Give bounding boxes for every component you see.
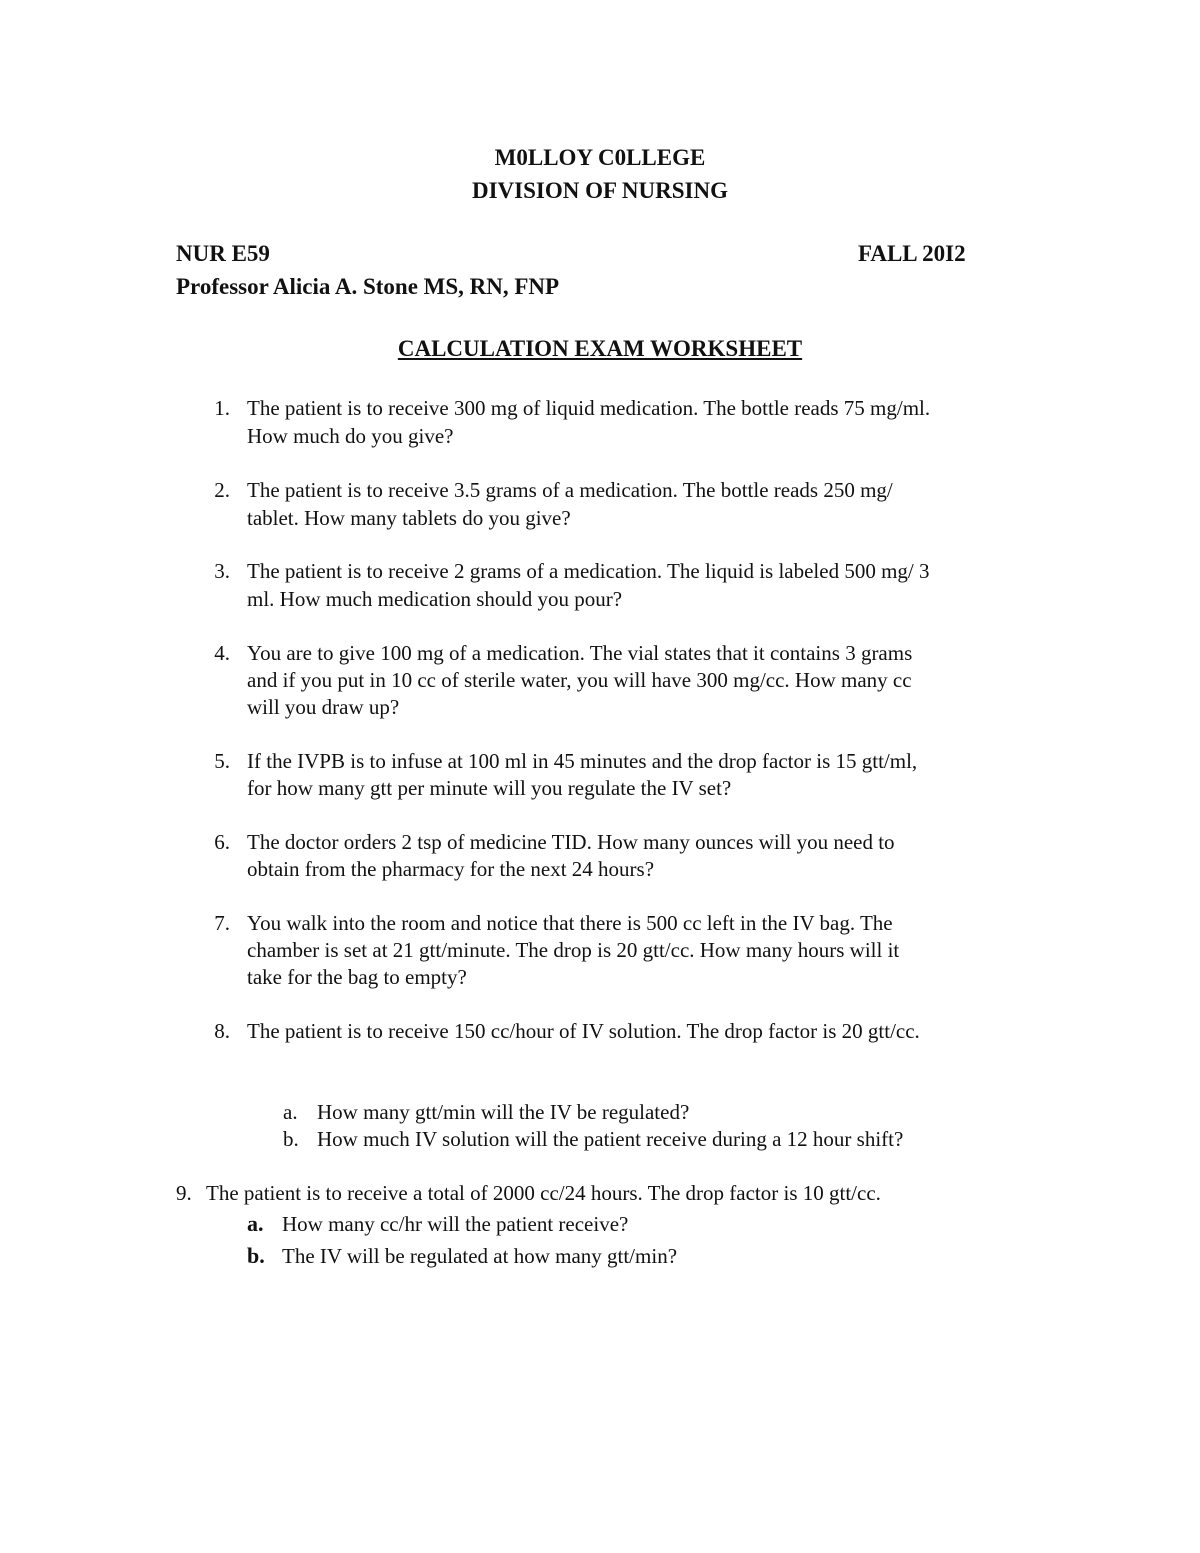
sub-question-marker: b.: [283, 1127, 299, 1151]
sub-question-text: How much IV solution will the patient receive during a 12 hour shift?: [317, 1127, 904, 1151]
question-text-line: ml. How much medication should you pour?: [247, 587, 623, 611]
question-number: 7.: [214, 911, 230, 935]
course-code: NUR E59: [176, 241, 270, 266]
question-text-line: chamber is set at 21 gtt/minute. The drop is 20 gtt/cc. How many hours will it: [247, 938, 900, 962]
question-number: 1.: [214, 396, 230, 420]
sub-question-text: How many gtt/min will the IV be regulated?: [317, 1100, 690, 1124]
question-text-line: tablet. How many tablets do you give?: [247, 506, 571, 530]
worksheet-title: CALCULATION EXAM WORKSHEET: [397, 336, 803, 361]
division-name: DIVISION OF NURSING: [471, 178, 729, 203]
question-text-line: The patient is to receive a total of 2000 cc/24 hours. The drop factor is 10 gtt/cc.: [206, 1181, 881, 1205]
question-text-line: If the IVPB is to infuse at 100 ml in 45 minutes and the drop factor is 15 gtt/ml,: [247, 749, 918, 773]
question-text-line: The patient is to receive 3.5 grams of a medication. The bottle reads 250 mg/: [247, 478, 893, 502]
college-name: M0LLOY C0LLEGE: [494, 145, 706, 170]
question-number: 8.: [214, 1019, 230, 1043]
question-text-line: You walk into the room and notice that there is 500 cc left in the IV bag. The: [247, 911, 893, 935]
question-text-line: obtain from the pharmacy for the next 24 hours?: [247, 857, 655, 881]
question-text-line: and if you put in 10 cc of sterile water, you will have 300 mg/cc. How many cc: [247, 668, 912, 692]
question-text-line: The patient is to receive 150 cc/hour of IV solution. The drop factor is 20 gtt/cc.: [247, 1019, 920, 1043]
sub-question-marker: a.: [247, 1211, 264, 1236]
question-number: 4.: [214, 641, 230, 665]
question-text-line: The patient is to receive 2 grams of a medication. The liquid is labeled 500 mg/ 3: [247, 559, 930, 583]
professor-name: Professor Alicia A. Stone MS, RN, FNP: [176, 274, 560, 299]
sub-question-marker: b.: [247, 1243, 265, 1268]
sub-question-marker: a.: [283, 1100, 298, 1124]
question-number: 2.: [214, 478, 230, 502]
question-text-line: The doctor orders 2 tsp of medicine TID. How many ounces will you need to: [247, 830, 895, 854]
question-number: 9.: [176, 1181, 192, 1205]
question-text-line: will you draw up?: [247, 695, 400, 719]
term-label: FALL 20I2: [858, 241, 966, 266]
question-text-line: for how many gtt per minute will you regulate the IV set?: [247, 776, 732, 800]
question-number: 3.: [214, 559, 230, 583]
question-text-line: take for the bag to empty?: [247, 965, 467, 989]
question-text-line: How much do you give?: [247, 424, 454, 448]
question-number: 5.: [214, 749, 230, 773]
question-text-line: The patient is to receive 300 mg of liquid medication. The bottle reads 75 mg/ml.: [247, 396, 931, 420]
question-text-line: You are to give 100 mg of a medication. The vial states that it contains 3 grams: [247, 641, 913, 665]
sub-question-text: How many cc/hr will the patient receive?: [282, 1212, 629, 1236]
question-number: 6.: [214, 830, 230, 854]
sub-question-text: The IV will be regulated at how many gtt/min?: [282, 1244, 678, 1268]
